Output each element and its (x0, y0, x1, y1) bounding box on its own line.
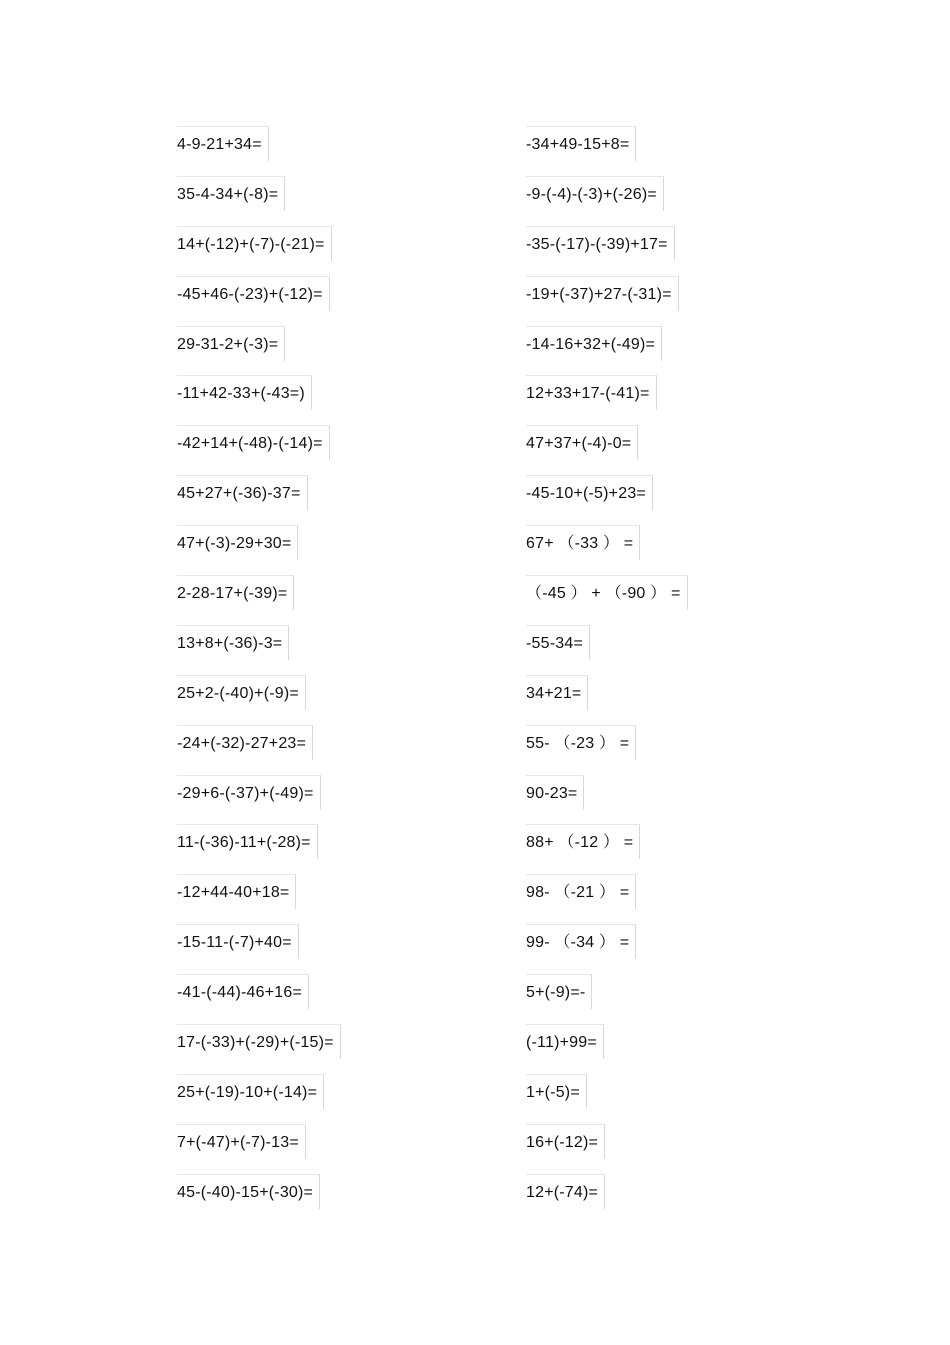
math-problem: 14+(-12)+(-7)-(-21)= (177, 226, 332, 261)
math-problem: -14-16+32+(-49)= (526, 326, 662, 361)
problem-row (526, 1124, 688, 1174)
math-problem: -24+(-32)-27+23= (177, 725, 313, 760)
problem-row (526, 725, 688, 775)
math-problem: 99- （-34 ） = (526, 924, 636, 959)
math-problem: （-45 ） + （-90 ） = (526, 575, 688, 610)
math-problem: -15-11-(-7)+40= (177, 924, 299, 959)
math-problem: -11+42-33+(-43=) (177, 375, 312, 410)
problem-row (177, 1074, 341, 1124)
problem-row (177, 525, 341, 575)
math-problem: -41-(-44)-46+16= (177, 974, 309, 1009)
math-problem: 35-4-34+(-8)= (177, 176, 285, 211)
problem-row (177, 226, 341, 276)
problem-row (526, 775, 688, 825)
math-problem: 67+ （-33 ） = (526, 525, 640, 560)
problem-row (177, 924, 341, 974)
math-problem: 17-(-33)+(-29)+(-15)= (177, 1024, 341, 1059)
problem-row (177, 276, 341, 326)
math-problem: 55- （-23 ） = (526, 725, 636, 760)
math-problem: -34+49-15+8= (526, 126, 636, 161)
problem-row (177, 326, 341, 376)
math-problem: -12+44-40+18= (177, 874, 296, 909)
math-problem: 13+8+(-36)-3= (177, 625, 289, 660)
math-problem: 45-(-40)-15+(-30)= (177, 1174, 320, 1209)
problem-row (177, 575, 341, 625)
math-problem: 88+ （-12 ） = (526, 824, 640, 859)
math-problem: 47+(-3)-29+30= (177, 525, 298, 560)
problem-row (526, 475, 688, 525)
problem-row (526, 675, 688, 725)
problem-row (177, 824, 341, 874)
math-problem: -45-10+(-5)+23= (526, 475, 653, 510)
problem-row (177, 874, 341, 924)
problem-row (526, 176, 688, 226)
problem-row (177, 126, 341, 176)
math-problem: 12+(-74)= (526, 1174, 605, 1209)
problem-row (177, 675, 341, 725)
math-problem: -29+6-(-37)+(-49)= (177, 775, 321, 810)
problem-row (177, 725, 341, 775)
problem-row (177, 775, 341, 825)
math-problem: 7+(-47)+(-7)-13= (177, 1124, 306, 1159)
problem-row (526, 1174, 688, 1224)
problem-row (177, 176, 341, 226)
math-problem: 47+37+(-4)-0= (526, 425, 638, 460)
problem-row (526, 326, 688, 376)
math-problem: 90-23= (526, 775, 584, 810)
math-problem: 2-28-17+(-39)= (177, 575, 294, 610)
math-problem: 5+(-9)=- (526, 974, 592, 1009)
math-problem: -35-(-17)-(-39)+17= (526, 226, 675, 261)
math-problem: 98- （-21 ） = (526, 874, 636, 909)
left-column (177, 126, 341, 1224)
problem-row (177, 425, 341, 475)
math-problem: (-11)+99= (526, 1024, 604, 1059)
problem-row (526, 924, 688, 974)
problem-row (177, 1124, 341, 1174)
problem-row (526, 226, 688, 276)
problem-row (526, 1024, 688, 1074)
problem-row (177, 1024, 341, 1074)
problem-row (526, 126, 688, 176)
math-problem: 12+33+17-(-41)= (526, 375, 657, 410)
problem-row (526, 625, 688, 675)
right-column (526, 126, 688, 1224)
math-problem: 1+(-5)= (526, 1074, 587, 1109)
problem-row (526, 575, 688, 625)
problem-row (526, 525, 688, 575)
math-problem: -9-(-4)-(-3)+(-26)= (526, 176, 664, 211)
math-problem: -19+(-37)+27-(-31)= (526, 276, 679, 311)
math-problem: -45+46-(-23)+(-12)= (177, 276, 330, 311)
math-problem: 11-(-36)-11+(-28)= (177, 824, 318, 859)
problem-row (526, 425, 688, 475)
problem-row (526, 824, 688, 874)
math-problem: 45+27+(-36)-37= (177, 475, 308, 510)
problem-row (177, 375, 341, 425)
problem-row (177, 1174, 341, 1224)
math-problem: -55-34= (526, 625, 590, 660)
math-problem: 34+21= (526, 675, 588, 710)
math-problem: 4-9-21+34= (177, 126, 269, 161)
problem-row (526, 874, 688, 924)
math-problem: 25+(-19)-10+(-14)= (177, 1074, 324, 1109)
math-problem: -42+14+(-48)-(-14)= (177, 425, 330, 460)
problem-row (526, 1074, 688, 1124)
problem-row (526, 974, 688, 1024)
problem-row (526, 276, 688, 326)
math-problem: 25+2-(-40)+(-9)= (177, 675, 306, 710)
math-problem: 29-31-2+(-3)= (177, 326, 285, 361)
problem-row (526, 375, 688, 425)
problem-row (177, 475, 341, 525)
problem-row (177, 625, 341, 675)
math-problem: 16+(-12)= (526, 1124, 605, 1159)
problem-row (177, 974, 341, 1024)
